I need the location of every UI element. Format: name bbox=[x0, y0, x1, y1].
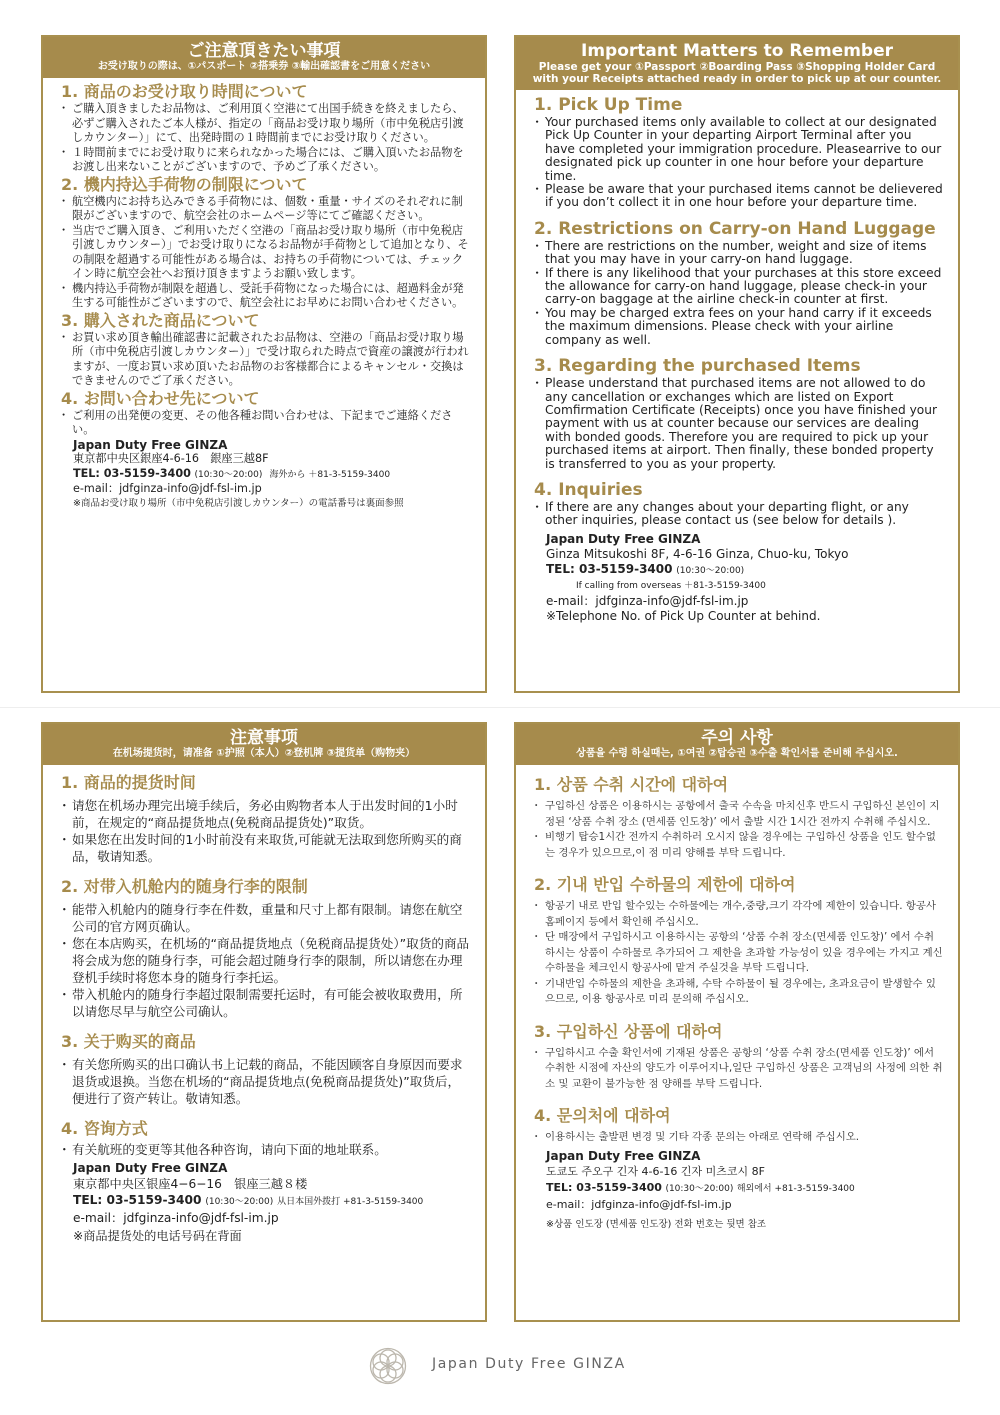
list-item: ・ 비행기 탑승1시간 전까지 수취하러 오시지 않을 경우에는 구입하신 상품을 인도 할수없는 경우가 있으므로,이 점 미리 양해를 부탁 드립니다. bbox=[534, 830, 944, 861]
business-hours: (10:30〜20:00) bbox=[205, 1197, 274, 1207]
brand-wordmark bbox=[432, 1356, 626, 1372]
contact-block bbox=[534, 532, 944, 624]
panel-header bbox=[516, 724, 958, 765]
list-item: ・ 您在本店购买，在机场的“商品提货地点（免税商品提货处）”取货的商品将会成为您的随身行李，可能会超过随身行李的限制，所以请您在办理登机手续时将您本身的随身行李托运。 bbox=[61, 935, 471, 986]
section-list bbox=[61, 331, 471, 389]
address: 도쿄도 주오구 긴자 4-6-16 긴자 미츠코시 8F bbox=[546, 1164, 766, 1178]
panel-body bbox=[43, 78, 485, 511]
overseas-phone: 从日本国外拨打 +81-3-5159-3400 bbox=[277, 1197, 424, 1207]
address: 東京都中央区銀座4-6-16 銀座三越8F bbox=[73, 452, 269, 465]
panel-body bbox=[516, 765, 958, 1233]
list-item: ・ 기내반입 수하물의 제한을 초과해, 수탁 수하물이 될 경우에는, 초과요금이 발생할수 있으므로, 이용 항공사로 미리 문의해 주십시오. bbox=[534, 977, 944, 1008]
company-name: Japan Duty Free GINZA bbox=[73, 437, 228, 452]
contact-block bbox=[61, 1160, 471, 1244]
list-item: ・ Your purchased items only available to collect at our designated Pick Up Counter in your departing Airport Terminal after you have completed your immigration procedure. Pleasearrive to our designated pick up counter in one hour before your departure time. bbox=[534, 116, 944, 183]
list-item: ・ 有关航班的变更等其他各种咨询，请向下面的地址联系。 bbox=[61, 1141, 471, 1158]
section-list bbox=[534, 116, 944, 210]
email-link[interactable]: e-mail：jdfginza-info@jdf-fsl-im.jp bbox=[73, 1211, 279, 1225]
section-heading: 2. 对带入机舱内的随身行李的限制 bbox=[61, 877, 308, 896]
panel-subtitle: お受け取りの際は、①パスポート ②搭乗券 ③輸出確認書をご用意ください bbox=[97, 61, 431, 72]
panel-title: 注意事项 bbox=[230, 728, 298, 748]
section-list bbox=[534, 1046, 944, 1093]
section-list bbox=[534, 501, 944, 528]
section-list bbox=[61, 797, 471, 865]
list-item: ・ ご利用の出発便の変更、その他各種お問い合わせは、下記までご連絡ください。 bbox=[61, 409, 471, 438]
section-heading: 4. Inquiries bbox=[534, 479, 643, 500]
list-item: ・ 구입하시고 수출 확인서에 기재된 상품은 공항의 ‘상품 수취 장소(면세품 인도창)’ 에서 수취한 시점에 자산의 양도가 이루어지나,일단 구입하신 상품은 고객님의 사정에 의한 취소 및 교환이 불가능한 점 양해를 부탁 드립니다. bbox=[534, 1046, 944, 1093]
business-hours: (10:30〜20:00) bbox=[194, 469, 263, 480]
list-item: ・ 항공기 내로 반입 할수있는 수하물에는 개수,중량,크기 각각에 제한이 있습니다. 항공사 홈페이지 등에서 확인해 주십시오. bbox=[534, 899, 944, 930]
section-list bbox=[61, 409, 471, 438]
list-item: ・ Please understand that purchased items are not allowed to do any cancellation or exchanges which are listed on Export Comfirmation Certificate (Receipts) once you have finished your payment with us at counter because our services are dealing with bonded goods. Therefore you are required to pick up your purchased items at airport. Then finally, these bonded property is transferred to you as your property. bbox=[534, 377, 944, 471]
list-item: ・ 请您在机场办理完出境手续后，务必由购物者本人于出发时间的1小时前，在规定的“商品提货地点(免税商品提货处)”取货。 bbox=[61, 797, 471, 831]
phone-number: TEL: 03-5159-3400 bbox=[73, 1193, 202, 1207]
section-list bbox=[61, 1141, 471, 1158]
section-heading: 1. 상품 수취 시간에 대하여 bbox=[534, 775, 729, 794]
section-heading: 4. 咨询方式 bbox=[61, 1119, 148, 1138]
panel-title: ご注意頂きたい事項 bbox=[187, 41, 341, 61]
section-heading: 2. 機内持込手荷物の制限について bbox=[61, 174, 308, 194]
section-list bbox=[534, 377, 944, 471]
list-item: ・ 航空機内にお持ち込みできる手荷物には、個数・重量・サイズのそれぞれに制限がございますので、航空会社のホームページ等にてご確認ください。 bbox=[61, 195, 471, 224]
panel-body bbox=[516, 90, 958, 624]
section-heading: 2. Restrictions on Carry-on Hand Luggage bbox=[534, 218, 936, 239]
footnote: ※Telephone No. of Pick Up Counter at behind. bbox=[546, 608, 821, 623]
panel-subtitle: Please get your ①Passport ②Boarding Pass ③Shopping Holder Card bbox=[538, 61, 936, 73]
section-heading: 2. 기내 반입 수하물의 제한에 대하여 bbox=[534, 875, 796, 894]
panel-subtitle: 在机场提货时，请准备 ①护照（本人）②登机牌 ③提货单（购物夹） bbox=[112, 748, 416, 759]
section-list bbox=[534, 899, 944, 1008]
section-list bbox=[534, 1130, 944, 1146]
company-name: Japan Duty Free GINZA bbox=[546, 531, 701, 546]
panel-korean bbox=[514, 722, 960, 1322]
list-item: ・ 能带入机舱内的随身行李在件数，重量和尺寸上都有限制。请您在航空公司的官方网页确认。 bbox=[61, 901, 471, 935]
email-link[interactable]: e-mail：jdfginza-info@jdf-fsl-im.jp bbox=[546, 1197, 732, 1211]
panel-body bbox=[43, 765, 485, 1244]
overseas-phone: If calling from overseas ＋81-3-5159-3400 bbox=[576, 580, 766, 591]
panel-header bbox=[516, 37, 958, 90]
fold-divider bbox=[0, 707, 1000, 708]
list-item: ・ 구입하신 상품은 이용하시는 공항에서 출국 수속을 마치신후 반드시 구입하신 본인이 지정된 ‘상품 수취 장소 (면세품 인도창)’ 에서 출발 시간 1시간 전까지 수취해 주십시오. bbox=[534, 799, 944, 830]
list-item: ・ If there are any changes about your departing flight, or any other inquiries, please contact us (see below for details ). bbox=[534, 501, 944, 528]
overseas-phone: 해외에서 +81-3-5159-3400 bbox=[736, 1183, 855, 1194]
section-heading: 3. 구입하신 상품에 대하여 bbox=[534, 1021, 723, 1041]
panel-chinese bbox=[41, 722, 487, 1322]
brand-name: Japan Duty Free bbox=[432, 1356, 574, 1372]
address: 東京都中央区银座4−6−16 银座三越８楼 bbox=[73, 1177, 308, 1191]
section-list bbox=[61, 102, 471, 175]
list-item: ・ お買い求め頂き輸出確認書に記載されたお品物は、空港の「商品お受け取り場所（市中免税店引渡しカウンター）」で受け取られた時点で資産の譲渡が行われますが、一度お買い求め頂いたお品物のお客様都合によるキャンセル・交換はできませんのでご了承ください。 bbox=[61, 331, 471, 389]
contact-block bbox=[534, 1148, 944, 1233]
list-item: ・ 如果您在出发时间的1小时前没有来取货,可能就无法取到您所购买的商品，敬请知悉。 bbox=[61, 831, 471, 865]
list-item: ・ ご購入頂きましたお品物は、ご利用頂く空港にて出国手続きを終えましたら、必ずご購入されたご本人様が、指定の「商品お受け取り場所（市中免税店引渡しカウンター）」にて、出発時間の１時間前までにお受け取りください。 bbox=[61, 102, 471, 146]
email-link[interactable]: e-mail：jdfginza-info@jdf-fsl-im.jp bbox=[73, 482, 262, 495]
company-name: Japan Duty Free GINZA bbox=[546, 1148, 701, 1163]
section-heading: 4. 문의처에 대하여 bbox=[534, 1106, 671, 1125]
section-heading: 3. Regarding the purchased Items bbox=[534, 356, 861, 377]
footnote: ※商品お受け取り場所（市中免税店引渡しカウンター）の電話番号は裏面参照 bbox=[73, 497, 404, 509]
section-heading: 1. 商品のお受け取り時間について bbox=[61, 82, 308, 101]
section-heading: 3. 关于购买的商品 bbox=[61, 1032, 196, 1051]
overseas-phone: 海外から ＋81-3-5159-3400 bbox=[269, 469, 391, 480]
list-item: ・ 有关您所购买的出口确认书上记载的商品，不能因顾客自身原因而要求退货或退换。当您在机场的“商品提货地点(免税商品提货处)”取货后，便进行了资产转让。敬请知悉。 bbox=[61, 1056, 471, 1107]
section-list bbox=[61, 195, 471, 311]
business-hours: (10:30〜20:00) bbox=[676, 565, 745, 576]
list-item: ・ 带入机舱内的随身行李超过限制需要托运时，有可能会被收取费用，所以请您尽早与航空公司确认。 bbox=[61, 986, 471, 1020]
panel-title: Important Matters to Remember bbox=[581, 41, 893, 61]
section-list bbox=[534, 240, 944, 347]
list-item: ・ There are restrictions on the number, weight and size of items that you may have in your carry-on hand luggage. bbox=[534, 240, 944, 267]
list-item: ・ 機内持込手荷物が制限を超過し、受託手荷物になった場合には、超過料金が発生する可能性がございますので、航空会社にお早めにお問い合わせください。 bbox=[61, 282, 471, 311]
section-heading: 1. Pick Up Time bbox=[534, 95, 683, 115]
list-item: ・ If there is any likelihood that your purchases at this store exceed the allowance for carry-on hand luggage, please check-in your carry-on baggage at the airline check-in counter at first. bbox=[534, 267, 944, 307]
list-item: ・ Please be aware that your purchased items cannot be delievered if you don’t collect it in one hour before your departure time. bbox=[534, 183, 944, 210]
panel-title: 주의 사항 bbox=[701, 728, 773, 748]
section-list bbox=[61, 901, 471, 1020]
contact-block bbox=[61, 438, 471, 512]
panel-header bbox=[43, 724, 485, 765]
footnote: ※商品提货处的电话号码在背面 bbox=[73, 1229, 242, 1243]
business-hours: (10:30〜20:00) bbox=[665, 1183, 734, 1194]
brand-name-ginza: GINZA bbox=[573, 1356, 626, 1372]
email-link[interactable]: e-mail：jdfginza-info@jdf-fsl-im.jp bbox=[546, 593, 749, 608]
section-list bbox=[534, 799, 944, 861]
company-name: Japan Duty Free GINZA bbox=[73, 1161, 228, 1175]
section-heading: 1. 商品的提货时间 bbox=[61, 773, 196, 792]
section-heading: 3. 購入された商品について bbox=[61, 310, 260, 330]
section-list bbox=[61, 1056, 471, 1107]
panel-english bbox=[514, 35, 960, 693]
panel-subtitle: with your Receipts attached ready in order to pick up at our counter. bbox=[532, 73, 942, 85]
phone-number: TEL: 03-5159-3400 bbox=[546, 1180, 662, 1194]
footnote: ※상품 인도장 (면세품 인도장) 전화 번호는 뒷면 참조 bbox=[546, 1218, 767, 1230]
panel-japanese bbox=[41, 35, 487, 693]
address: Ginza Mitsukoshi 8F, 4-6-16 Ginza, Chuo-ku, Tokyo bbox=[546, 546, 849, 561]
list-item: ・ 이용하시는 출발편 변경 및 기타 각종 문의는 아래로 연락해 주십시오. bbox=[534, 1130, 944, 1146]
list-item: ・ 当店でご購入頂き、ご利用いただく空港の「商品お受け取り場所（市中免税店引渡しカウンター）」でお受け取りになるお品物が手荷物として追加となり、その制限を超過する可能性がある場合は、お持ちの手荷物については、チェックイン時に航空会社へお預け頂きますようお願い致します。 bbox=[61, 224, 471, 282]
list-item: ・ You may be charged extra fees on your hand carry if it exceeds the maximum dimensions. Please check with your airline company as well. bbox=[534, 307, 944, 347]
list-item: ・ 단 매장에서 구입하시고 이용하시는 공항의 ‘상품 수취 장소(면세품 인도창)’ 에서 수취하시는 상품이 수하물로 추가되어 그 제한을 초과할 가능성이 있을 경우에는 가지고 계신 수하물을 체크인시 항공사에 맡겨 주실것을 부탁 드립니다. bbox=[534, 930, 944, 977]
phone-number: TEL: 03-5159-3400 bbox=[73, 466, 191, 480]
phone-number: TEL: 03-5159-3400 bbox=[546, 561, 673, 576]
list-item: ・ １時間前までにお受け取りに来られなかった場合には、ご購入頂いたお品物をお渡し出来ないことがございますので、予めご了承ください。 bbox=[61, 146, 471, 175]
section-heading: 4. お問い合わせ先について bbox=[61, 388, 260, 408]
panel-header bbox=[43, 37, 485, 78]
panel-subtitle: 상품을 수령 하실때는, ①여권 ②탑승권 ③수출 확인서를 준비해 주십시오. bbox=[576, 748, 898, 759]
